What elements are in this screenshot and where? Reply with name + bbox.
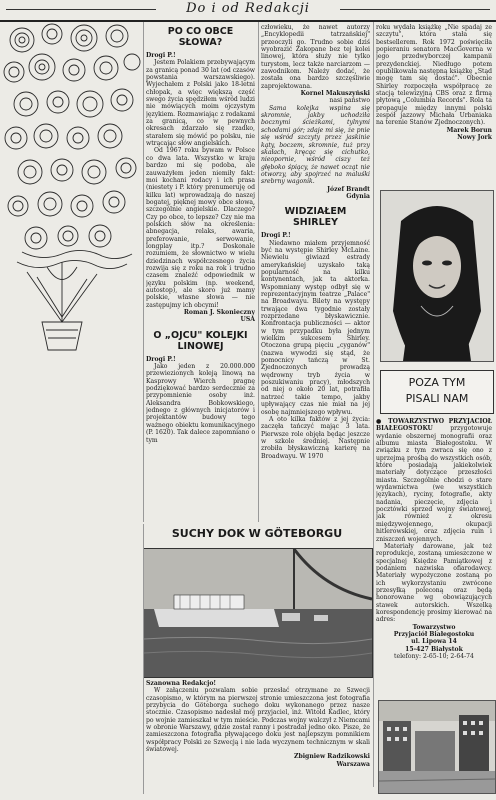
salutation-2: Drogi P.! — [146, 355, 176, 363]
letter-3-paragraph-1: Niedawno miałem przyjemność być na występie Shirley McLaine. Niewielu giwiazd estrady amerykańskiej uzyskało taką popularność na kilku kontynentach, jak ta aktorka. Wspomniany występ odbył się w reprezentacyjnym teatrze „Palace" na Broadwayu. Bilety na występy trwające dwa tygodnie zostały rozprzedane błyskawicznie. Konfrontacja publiczności — aktor w tym przypadku była jednym wielkim sukcesem Shirley. Otoczona grupą pięciu „cyganów" (nazwa wywodzi się stąd, że pomocnicy tańczą w St. Zjednoczonych prowadzą wędrowny tryb życia w poszukiwaniu pracy), młodszych od niej o około 20 lat, potrafiła natrzeć takie tempo, jakby upływający czas nie miał na jej osobę najmniejszego wpływu. — [261, 239, 370, 416]
letter-2-paragraph-1: Jako jeden z 20.000.000 przewiezionych koleją linową na Kasprowy Wierch pragnę podziękować bardzo serdecznie za przypomnienie osoby inż. Aleksandra Bobkowskiego, jednego z głównych inicjatorów i projektantów budowy tego ważnego obiektu komunikacyjnego (P. 1620). Tak dalece zapomniano o tym — [146, 363, 255, 444]
headline-widzialem-shirley: WIDZIAŁEM SHIRLEY — [284, 206, 347, 229]
letter-1-paragraph-2: Od 1967 roku bywam w Polsce co dwa lata. Wszystko w kraju bardzo mi się podoba, ale zauważyłem jeden niemiły fakt: moi kochani rodacy i ich prasa (niestety i P. który prenumeruję od kilku lat) wprowadzają do naszej bogatej, pięknej mowy obce słowa, szczególnie angielskie. Dlaczego? Czy po obce, to lepsze? Czy nie ma polskich słów na określenia: abnegacja, relaks, awaria, preferowanie, serwowanie, longplay itp.? Doskonale rozumiem, że słownictwo w wielu dziedzinach współczesnego życia rozwija się z roku na rok i trudno czasem znaleźć odpowiednik w języku polskim (np. weekend, autostop), ale skoro już mamy polskie, własne słowa — nie zastępujmy ich obcymi! — [146, 147, 255, 309]
header-title: Do i od Redakcji — [186, 1, 310, 16]
towarzystwo-paragraph-1: ● TOWARZYSTWO PRZYJACIÓŁ BIAŁEGOSTOKU przygotowuje wydanie obszernej monografii oraz albumu miasta Białegostoku. W związku z tym zwraca się ono z uprzejmą prośbą do wszystkich osób, które posiadają jakiekolwiek materiały dotyczące przeszłości miasta. Szczególnie chodzi o stare wydawnictwa (we wszystkich językach), ryciny, fotografie, akty nadania, pieczęcie, zdjęcia i pocztówki sprzed wojny światowej, jak również z okresu międzywojennego, okupacji hitlerowskiej, oraz zdjęcia ruin i zniszczeń wojennych. — [376, 418, 492, 543]
towarzystwo-text-1: przygotowuje wydanie obszernej monografii oraz albumu miasta Białegostoku. W związku z tym zwraca się ono z uprzejmą prośbą do wszystkich osób, które posiadają jakiekolwiek materiały dotyczące przeszłości miasta. Szczególnie chodzi o stare wydawnictwa (we wszystkich językach), ryciny, fotografie, akty nadania, pieczęcie, zdjęcia i pocztówki sprzed wojny światowej, jak również z okresu międzywojennego, okupacji hitlerowskiej, oraz zdjęcia ruin i zniszczeń wojennych. — [376, 425, 492, 543]
ship-dock-icon — [144, 549, 372, 677]
salutation-4: Szanowna Redakcjo! — [146, 680, 217, 687]
signature-gdynia: Gdynia — [346, 192, 370, 200]
address-line-5: telefony: 2-65-10; 2-64-74 — [394, 653, 474, 660]
portrait-photo — [380, 190, 494, 362]
address-line-3: ul. Lipowa 14 — [411, 638, 457, 646]
letter-1-paragraph-1: Jestem Polakiem przebywającym za granicą ponad 30 lat (od czasów powstania warszawskiego). Wyjechałem z Polski jako 18-letni chłopak, a więc większą część swego życia spędziłem wśród ludzi nie mówiących moim ojczystym językiem. Rozmawiając z rodakami za granicą, co w pewnych okresach zdarzało się rzadko, starałem się mówić po polsku, nie wtrącając słów angielskich. — [146, 59, 255, 148]
salutation-1: Drogi P.! — [146, 52, 176, 59]
letter-3-paragraph-3: roku wydała książkę „Nie spadaj ze szczytu", która stała się bestsellerem. Rok 1972 poświęciła popieraniu senatora MacGoverna w jego przedwyborczej kampanii prezydenckiej. Niedługo potem opublikowała następną książkę „Stąd mogę tam się dostać". Obecnie Shirley rozpoczęła współpracę ze stacją telewizyjną CBS oraz z firmą płytową „Columbia Records". Rola ta propaguje między innymi polski zespół jazzowy Michała Urbaniaka na terenie Stanów Zjednoczonych). — [376, 24, 492, 127]
signature-brandt: Józef Brandt — [327, 185, 370, 193]
floral-illustration — [2, 22, 144, 354]
signature-skonieczny: Roman J. Skonieczny — [183, 309, 255, 317]
column-3-top — [376, 24, 492, 164]
signature-warszawa: Warszawa — [336, 760, 370, 768]
signature-usa: USA — [240, 316, 255, 324]
towarzystwo-heading: TOWARZYSTWO PRZYJACIÓŁ BIAŁEGOSTOKU — [376, 418, 492, 433]
column-divider-3 — [373, 22, 374, 787]
headline-suchy-dok: SUCHY DOK W GÖTEBORGU — [171, 527, 343, 540]
headline-ojcu-kolejki: O „OJCU" KOLEJKI LINOWEJ — [153, 329, 248, 352]
signature-makuszynski: Kornel Makuszyński — [300, 90, 370, 98]
box-line-1: POZA TYM — [408, 376, 466, 389]
column-1 — [146, 24, 255, 524]
column-divider-1 — [143, 22, 144, 522]
poza-tym-pisali-nam-box — [380, 370, 494, 414]
headline-po-co-obce-slowa: PO CO OBCE SŁOWA? — [167, 26, 234, 48]
letter-4-paragraph-1: W załączeniu pozwalam sobie przesłać otrzymane ze Szwecji czasopismo, w którym na pierwszej stronie umieszczona jest fotografia przybycia do Göteborga suchego doku wykonanego przez nasze stocznie. Czasopismo nadesłał mój przyjaciel, inż. Witold Kadlec, który po wojnie zamieszkał w tym mieście. Podczas wojny walczył z Niemcami w obronie Warszawy, gdzie został ranny i postradał jedno oko. Pisze, że zamieszczona fotografia pływającego doku jest najlepszym pomnikiem współpracy Polski ze Szwecją i nie lada wyczynem technicznym w skali światowej. — [146, 687, 370, 754]
letter-3-paragraph-2: A oto kilka faktów z jej życia: zaczęła tańczyć mając 3 lata. Pierwsze role objęła będąc jeszcze w szkole średniej. Następnie zrobiła błyskawiczną karierę na Broadwayu. W 1970 — [261, 415, 370, 460]
box-line-2: PISALI NAM — [405, 392, 469, 405]
signature-nowy-jork: Nowy Jork — [457, 134, 492, 142]
signature-makuszynski-subtitle: nasi państwo — [329, 97, 370, 105]
column-divider-bottom — [143, 524, 144, 794]
address-line-2: Przyjaciół Białegostoku — [393, 630, 475, 638]
city-buildings-icon — [379, 701, 495, 793]
flower-bouquet-icon — [2, 22, 143, 354]
signature-radzikowski: Zbigniew Radzikowski — [294, 753, 370, 761]
bialystok-photo — [378, 700, 496, 794]
dry-dock-photo — [143, 548, 373, 678]
quote-paragraph: Sama kolejka wspina się skromnie, jakby uchodziła bocznymi ścieżkami, tylnymi schodami gór; zdaje mi się, że pnie się wśród szczyty przez jaskinie kąty, boczem, skromnie, tuż przy skałach, kręcąc się cichutko, nieopornie, wśród ciszy też głęboko śpiący, że nawet ocząt nie otworzy, aby spojrzeć na maluśki srebrny wagonik. — [261, 104, 370, 186]
column-divider-2 — [258, 22, 259, 522]
address-line-1: Towarzystwo — [412, 623, 456, 631]
bottom-letter — [146, 680, 370, 797]
address-line-4: 15-427 Białystok — [405, 645, 463, 653]
signature-borun: Marek Borun — [446, 126, 492, 134]
letter-2-paragraph-2: człowieku, że nawet autorzy „Encyklopedii tatrzańskiej" przeoczyli go. Trudno sobie dziś wyobrazić Zakopane bez tej kolei linowej, która służy nie tylko turystom, lecz także narciarzom — zawodnikom. Należy dodać, że została ona bardzo szczęśliwie zaprojektowana. — [261, 24, 370, 90]
column-3-bottom — [376, 418, 492, 693]
salutation-3: Drogi P.! — [261, 232, 291, 240]
towarzystwo-paragraph-2: Materiały darowane, jak też reprodukcje, zostaną umieszczone w specjalnej Księdze Pamiątkowej z podaniem nazwiska ofiarodawcy. Materiały wypożyczone zostaną po ich wykorzystaniu zwrócone przesyłką poleconą oraz będą honorowane wg obowiązujących stawek autorskich. Wszelką korespondencję prosimy kierować na adres: — [376, 542, 492, 624]
column-2 — [261, 24, 370, 524]
page-header — [0, 0, 496, 22]
portrait-image-icon — [381, 191, 493, 361]
